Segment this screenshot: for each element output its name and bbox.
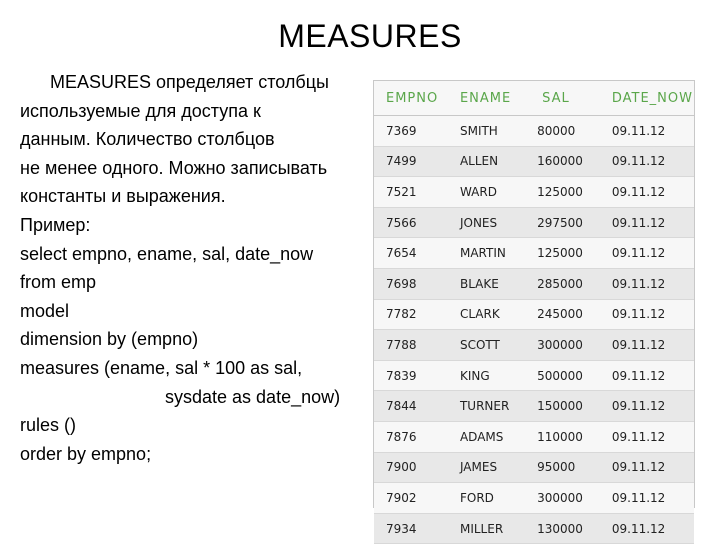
table-cell: ALLEN (459, 146, 536, 177)
table-cell: 285000 (536, 268, 600, 299)
table-row (374, 483, 694, 514)
table-cell: 09.11.12 (600, 513, 694, 544)
body-line: константы и выражения. (20, 186, 226, 207)
table-row (374, 177, 694, 208)
table-cell: 125000 (536, 177, 600, 208)
body-line: используемые для доступа к (20, 100, 261, 121)
table-cell: TURNER (459, 391, 536, 422)
table-cell: 7782 (374, 299, 459, 330)
table-row (374, 360, 694, 391)
table-cell: 7788 (374, 330, 459, 361)
table-cell: JONES (459, 207, 536, 238)
table-cell: 09.11.12 (600, 391, 694, 422)
column-header-ename: ENAME (459, 81, 536, 116)
table-row (374, 421, 694, 452)
table-row (374, 391, 694, 422)
table-row (374, 299, 694, 330)
table-cell: JAMES (459, 452, 536, 483)
table-cell: 7839 (374, 360, 459, 391)
slide-body-text (20, 68, 365, 468)
table-cell: KING (459, 360, 536, 391)
code-line: dimension by (empno) (20, 329, 199, 350)
table-cell: 09.11.12 (600, 360, 694, 391)
body-line: не менее одного. Можно записывать (20, 157, 328, 178)
table-cell: 09.11.12 (600, 116, 694, 147)
table-cell: 7876 (374, 421, 459, 452)
table-cell: WARD (459, 177, 536, 208)
body-line: Пример: (20, 214, 91, 235)
table-cell: 7902 (374, 483, 459, 514)
body-line: MEASURES определяет столбцы (50, 72, 329, 92)
table-row (374, 116, 694, 147)
table-cell: 297500 (536, 207, 600, 238)
table-cell: 09.11.12 (600, 421, 694, 452)
table-cell: 130000 (536, 513, 600, 544)
table-row (374, 238, 694, 269)
table-cell: MARTIN (459, 238, 536, 269)
table-cell: 7900 (374, 452, 459, 483)
table-cell: 7934 (374, 513, 459, 544)
code-line: rules () (20, 415, 77, 436)
table-cell: 7654 (374, 238, 459, 269)
table-cell: 300000 (536, 330, 600, 361)
table-cell: MILLER (459, 513, 536, 544)
table-cell: ADAMS (459, 421, 536, 452)
table-cell: 95000 (536, 452, 600, 483)
table-cell: SCOTT (459, 330, 536, 361)
table-cell: 125000 (536, 238, 600, 269)
code-line: measures (ename, sal * 100 as sal, (20, 357, 303, 378)
table-cell: SMITH (459, 116, 536, 147)
code-line: sysdate as date_now) (165, 386, 341, 407)
code-line: order by empno; (20, 443, 152, 464)
table-cell: 09.11.12 (600, 268, 694, 299)
table-cell: FORD (459, 483, 536, 514)
table-row (374, 207, 694, 238)
table-cell: 500000 (536, 360, 600, 391)
table-cell: 7566 (374, 207, 459, 238)
table-cell: 7499 (374, 146, 459, 177)
table-cell: 160000 (536, 146, 600, 177)
table-cell: 09.11.12 (600, 146, 694, 177)
table-row (374, 513, 694, 544)
table-cell: BLAKE (459, 268, 536, 299)
table-cell: 7521 (374, 177, 459, 208)
table-cell: 09.11.12 (600, 238, 694, 269)
table-cell: 7698 (374, 268, 459, 299)
column-header-sal: SAL (536, 81, 600, 116)
table-cell: 245000 (536, 299, 600, 330)
slide-title: MEASURES (278, 18, 462, 54)
table-row (374, 330, 694, 361)
table-cell: 09.11.12 (600, 452, 694, 483)
table-cell: 80000 (536, 116, 600, 147)
table-cell: CLARK (459, 299, 536, 330)
table-cell: 7369 (374, 116, 459, 147)
table-body (374, 116, 694, 544)
table-cell: 110000 (536, 421, 600, 452)
result-table (374, 81, 694, 544)
table-cell: 09.11.12 (600, 299, 694, 330)
column-header-date-now: DATE_NOW (600, 81, 694, 116)
table-cell: 09.11.12 (600, 177, 694, 208)
code-line: from emp (20, 272, 97, 293)
result-table-container (373, 80, 695, 536)
table-cell: 150000 (536, 391, 600, 422)
code-line: select empno, ename, sal, date_now (20, 243, 314, 264)
table-cell: 09.11.12 (600, 207, 694, 238)
code-line: model (20, 300, 70, 321)
column-header-empno: EMPNO (374, 81, 459, 116)
table-row (374, 268, 694, 299)
table-row (374, 146, 694, 177)
table-row (374, 452, 694, 483)
table-header-row (374, 81, 694, 116)
body-line: данным. Количество столбцов (20, 129, 275, 150)
table-cell: 7844 (374, 391, 459, 422)
table-cell: 09.11.12 (600, 330, 694, 361)
table-cell: 300000 (536, 483, 600, 514)
table-cell: 09.11.12 (600, 483, 694, 514)
